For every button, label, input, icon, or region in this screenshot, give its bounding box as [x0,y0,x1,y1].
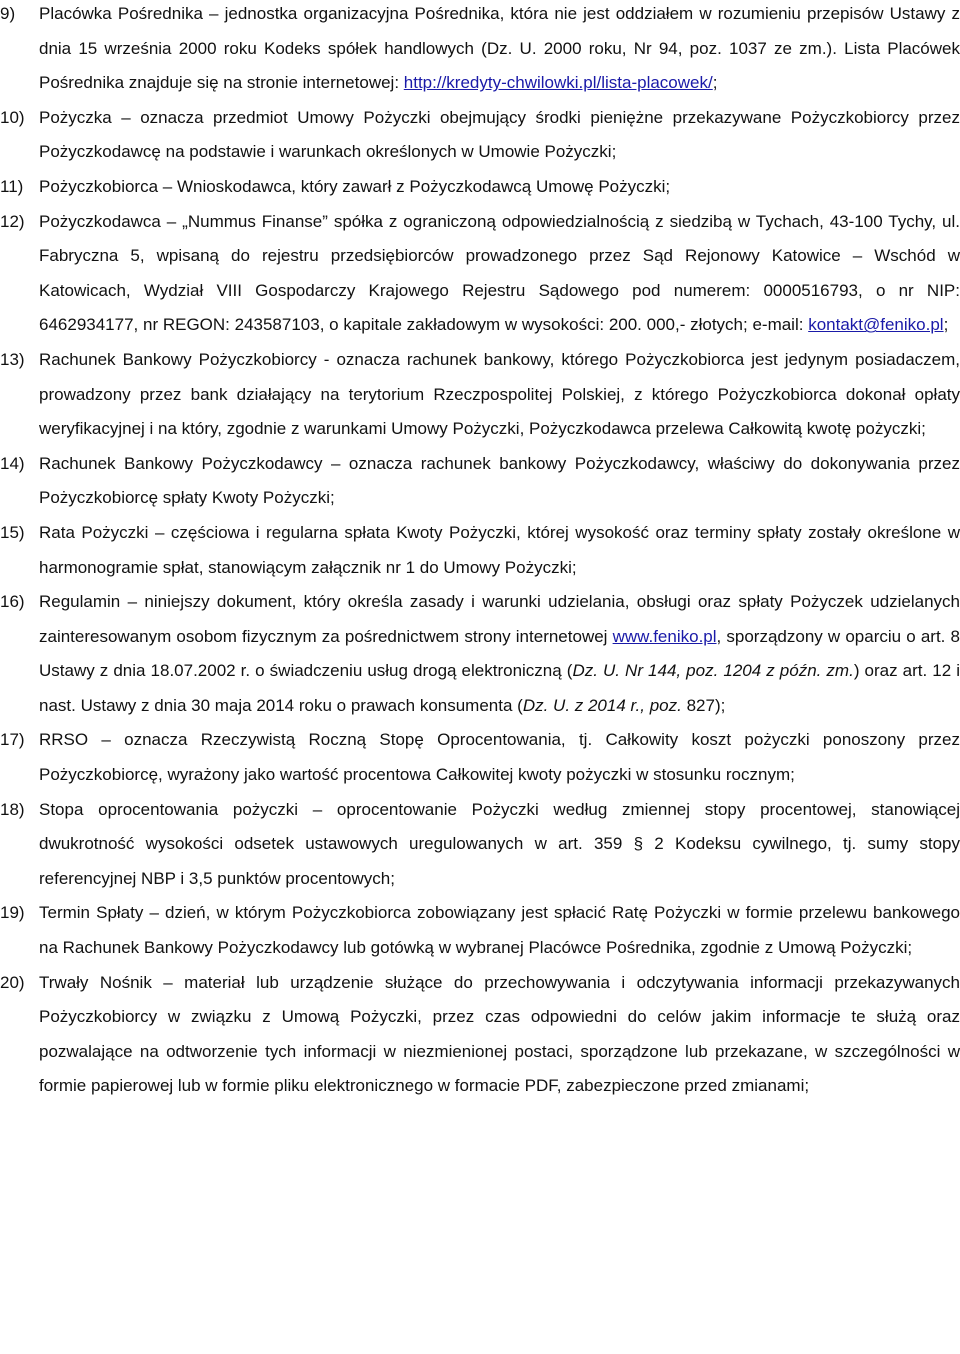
item-text: Stopa oprocentowania pożyczki – oprocentowanie Pożyczki według zmiennej stopy procentowej, stanowiącej dwukrotność wysokości odsetek ustawowych uregulowanych w art. 359 § 2 Kodeksu cywilnego, tj. sumy stopy referencyjnej NBP i 3,5 punktów procentowych; [39,799,960,888]
definition-item-17 [0,723,960,792]
item-text: Rata Pożyczki – częściowa i regularna spłata Kwoty Pożyczki, której wysokość oraz terminy spłaty zostały określone w harmonogramie spłat, stanowiącym załącznik nr 1 do Umowy Pożyczki; [39,522,960,577]
placowki-link[interactable]: http://kredyty-chwilowki.pl/lista-placowek/ [403,73,713,93]
item-text: Rachunek Bankowy Pożyczkobiorcy - oznacza rachunek bankowy, którego Pożyczkobiorca jest jedynym posiadaczem, prowadzony przez bank działający na terytorium Rzeczpospolitej Polskiej, z którego Pożyczkobiorca dokonał opłaty weryfikacyjnej i na który, zgodnie z warunkami Umowy Pożyczki, Pożyczkodawca przelewa Całkowitą kwotę pożyczki; [39,349,960,439]
item-text-part: Placówka Pośrednika – jednostka organizacyjna Pośrednika, która nie jest oddziałem w rozumieniu przepisów Ustawy z dnia 15 września 2000 roku Kodeks spółek handlowych (Dz. U. 2000 roku, Nr 94, poz. 1037 ze zm.). Lista Placówek Pośrednika znajduje się na stronie internetowej: [39,4,960,93]
definition-item-20 [0,966,960,1104]
item-number: 20) [0,972,25,992]
item-text-part: ; [712,73,718,93]
definition-item-16 [0,585,960,723]
item-text-part: Pożyczkodawca – „Nummus Finanse” spółka z ograniczoną odpowiedzialnością z siedzibą w Tychach, 43-100 Tychy, ul. Fabryczna 5, wpisaną do rejestru przedsiębiorców prowadzonego przez Sąd Rejonowy Katowice – Wschód w Katowicach, Wydział VIII Gospodarczy Krajowego Rejestru Sądowego pod numerem: 0000516793, o nr NIP: 6462934177, nr REGON: 243587103, o kapitale zakładowym w wysokości: 200. 000,- złotych; e-mail: [39,211,960,335]
item-text-part: ; [943,315,949,335]
item-text [39,205,960,343]
website-link[interactable]: www.feniko.pl [612,626,717,646]
item-text [39,585,960,723]
item-text: Rachunek Bankowy Pożyczkodawcy – oznacza rachunek bankowy Pożyczkodawcy, właściwy do dokonywania przez Pożyczkobiorcę spłaty Kwoty Pożyczki; [39,453,960,508]
item-number: 13) [0,349,25,369]
legal-citation: Dz. U. Nr 144, poz. 1204 z późn. zm. [572,661,854,681]
item-number: 17) [0,730,25,750]
item-number: 16) [0,592,25,612]
item-number: 19) [0,903,25,923]
definition-item-11 [0,170,960,205]
item-number: 9) [0,4,16,23]
item-text: Termin Spłaty – dzień, w którym Pożyczkobiorca zobowiązany jest spłacić Ratę Pożyczki w formie przelewu bankowego na Rachunek Bankowy Pożyczkodawcy lub gotówką w wybranej Placówce Pośrednika, zgodnie z Umową Pożyczki; [39,903,960,958]
legal-citation: Dz. U. z 2014 r., poz. [522,695,682,715]
item-text-part: Regulamin – niniejszy dokument, który określa zasady i warunki udzielania, obsługi oraz spłaty Pożyczek udzielanych zainteresowanym osobom fizycznym za pośrednictwem strony internetowej [39,592,960,646]
item-text: Pożyczka – oznacza przedmiot Umowy Pożyczki obejmujący środki pieniężne przekazywane Pożyczkobiorcy przez Pożyczkodawcę na podstawie i warunkach określonych w Umowie Pożyczki; [39,107,960,162]
item-text [39,0,960,101]
item-number: 14) [0,453,25,473]
definition-item-12 [0,205,960,343]
item-text: Trwały Nośnik – materiał lub urządzenie służące do przechowywania i odczytywania informacji przekazywanych Pożyczkobiorcy w związku z Umową Pożyczki, przez czas odpowiedni do celów jakim informacje te służą oraz pozwalające na odtworzenie tych informacji w niezmienionej postaci, sporządzone lub przekazane, w szczególności w formie papierowej lub w formie pliku elektronicznego w formacie PDF, zabezpieczone przed zmianami; [39,972,960,1096]
item-text-part: ) oraz art. 12 i nast. Ustawy z dnia 30 maja 2014 roku o prawach konsumenta ( [39,661,960,715]
item-text: Pożyczkobiorca – Wnioskodawca, który zawarł z Pożyczkodawcą Umowę Pożyczki; [39,176,671,196]
item-number: 18) [0,799,25,819]
item-number: 10) [0,107,25,127]
definition-item-18 [0,793,960,897]
item-number: 15) [0,522,25,542]
definition-item-14 [0,447,960,516]
item-text: RRSO – oznacza Rzeczywistą Roczną Stopę Oprocentowania, tj. Całkowity koszt pożyczki ponoszony przez Pożyczkobiorcę, wyrażony jako wartość procentowa Całkowitej kwoty pożyczki w stosunku rocznym; [39,730,960,785]
item-text-part: , sporządzony w oparciu o art. 8 Ustawy z dnia 18.07.2002 r. o świadczeniu usług drogą elektroniczną ( [39,626,960,681]
item-number: 11) [0,176,24,196]
email-link[interactable]: kontakt@feniko.pl [808,315,944,335]
item-number: 12) [0,211,25,231]
definition-item-9 [0,0,960,101]
definition-item-13 [0,343,960,447]
definition-item-15 [0,516,960,585]
definition-item-10 [0,101,960,170]
item-text-part: 827); [681,695,726,715]
definition-item-19 [0,896,960,965]
